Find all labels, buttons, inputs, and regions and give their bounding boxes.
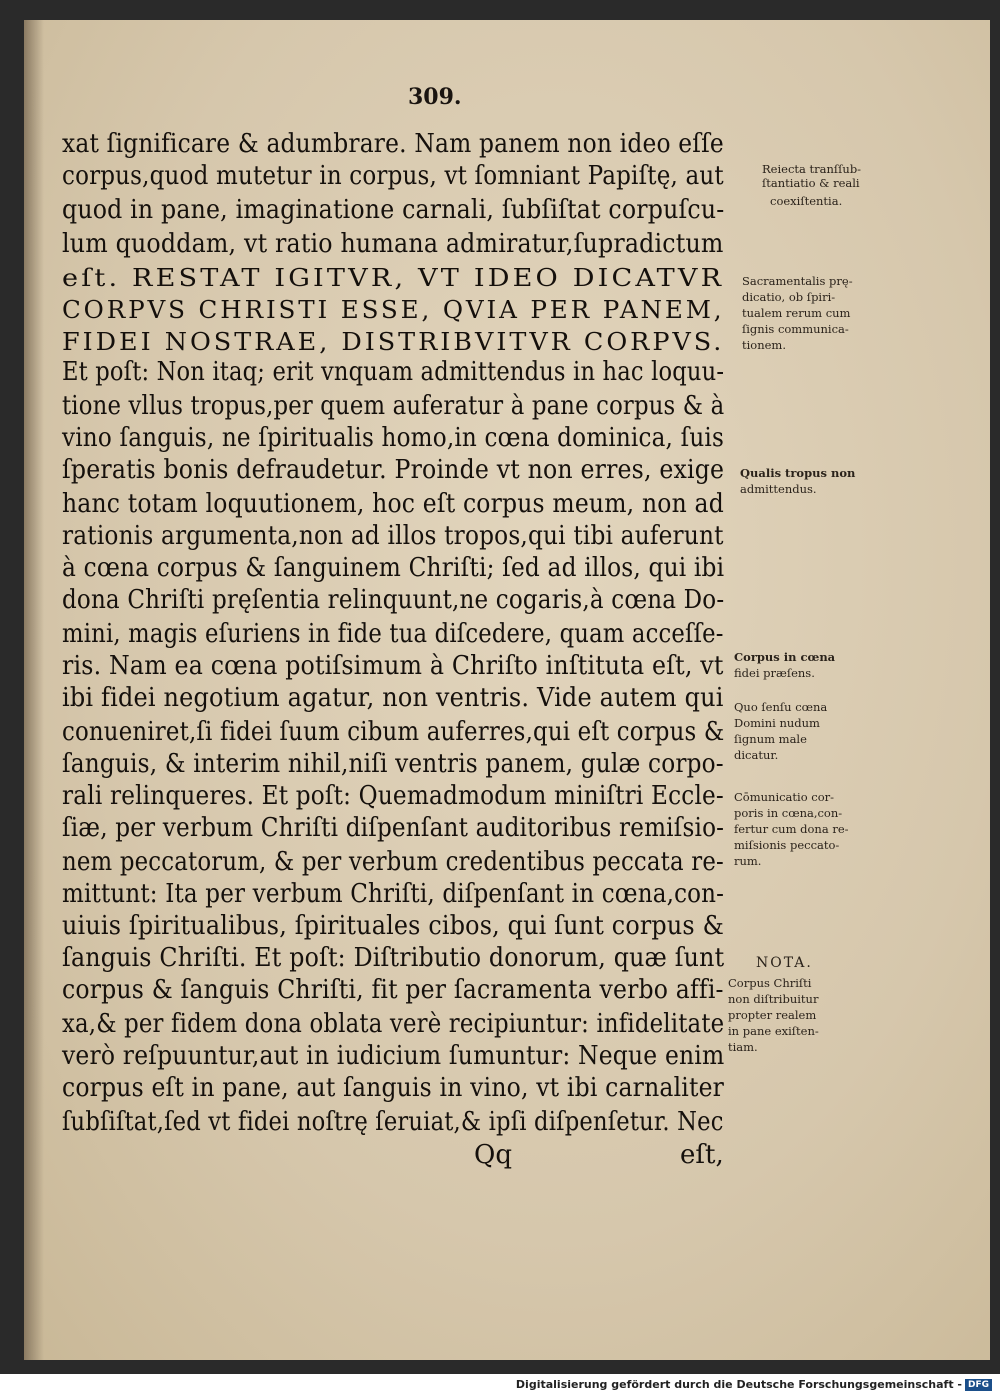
text-line: nem peccatorum, & per verbum credentibus peccata re- [62, 847, 724, 877]
margin-note-line: fidei præſens. [734, 666, 815, 680]
text-line: eſt. RESTAT IGITVR, VT IDEO DICATVR [62, 264, 725, 292]
signature-mark: Qq [474, 1140, 512, 1170]
text-line: mittunt: Ita per verbum Chriſti, diſpenſant in cœna,con- [62, 879, 725, 909]
text-line: rationis argumenta,non ad illos tropos,qui tibi auferunt [62, 521, 724, 551]
margin-note-line: tiam. [728, 1040, 758, 1054]
text-line: hanc totam loquutionem, hoc eſt corpus meum, non ad [62, 489, 724, 519]
margin-note-line: dicatio, ob ſpiri- [742, 290, 836, 304]
text-line: dona Chriſti pręſentia relinquunt,ne cogaris,à cœna Do- [62, 585, 725, 615]
text-line: ibi fidei negotium agatur, non ventris. Vide autem qui [62, 683, 724, 713]
text-line: tione vllus tropus,per quem auferatur à pane corpus & à [62, 391, 725, 421]
dfg-logo: DFG [965, 1379, 992, 1391]
text-line: ſubſiſtat,ſed vt fidei noſtrę ſeruiat,& ipſi diſpenſetur. Nec [62, 1107, 724, 1137]
text-line: rali relinqueres. Et poſt: Quemadmodum miniſtri Eccle- [62, 781, 724, 811]
credit-text: Digitalisierung gefördert durch die Deutsche Forschungsgemeinschaft - [515, 1378, 962, 1391]
margin-note-line: Cōmunicatio cor- [734, 790, 835, 804]
page-number: 309. [408, 84, 462, 110]
margin-note-line: tualem rerum cum [742, 306, 851, 320]
margin-note-line: ſtantiatio & reali [762, 176, 860, 190]
text-line: FIDEI NOSTRAE, DISTRIBVITVR CORPVS. [62, 328, 725, 356]
margin-note-line: miſsionis peccato- [734, 838, 840, 852]
text-line: à cœna corpus & ſanguinem Chriſti; ſed ad illos, qui ibi [62, 553, 725, 583]
text-line: lum quoddam, vt ratio humana admiratur,ſupradictum [62, 229, 724, 259]
margin-note-line: non diſtribuitur [728, 992, 819, 1006]
margin-note-line: Sacramentalis prę- [742, 274, 853, 288]
text-line: conueniret,ſi fidei ſuum cibum auferres,qui eſt corpus & [62, 717, 725, 747]
margin-note-line: in pane exiſten- [728, 1024, 819, 1038]
margin-note-line: NOTA. [756, 955, 813, 971]
text-line: corpus eſt in pane, aut ſanguis in vino, vt ibi carnaliter [62, 1073, 725, 1103]
margin-note-line: propter realem [728, 1008, 817, 1022]
margin-note-line: admittendus. [740, 482, 817, 496]
margin-note-line: Reiecta tranſſub- [762, 162, 862, 176]
digitization-credit [516, 1378, 992, 1391]
text-line: xat ſignificare & adumbrare. Nam panem non ideo eſſe [62, 129, 724, 159]
text-line: corpus,quod mutetur in corpus, vt ſomniant Papiſtę, aut [62, 161, 724, 191]
margin-note-line: Corpus in cœna [734, 650, 836, 664]
margin-note-line: rum. [734, 854, 762, 868]
text-line: ſperatis bonis defraudetur. Proinde vt non erres, exige [62, 455, 725, 485]
margin-note-line: ſignis communica- [742, 322, 849, 336]
text-line: Et poſt: Non itaq; erit vnquam admittendus in hac loquu- [62, 357, 725, 387]
margin-note-line: fertur cum dona re- [734, 822, 849, 836]
text-line: ſanguis Chriſti. Et poſt: Diſtributio donorum, quæ ſunt [62, 943, 725, 973]
margin-note-line: poris in cœna,con- [734, 806, 843, 820]
margin-note-line: ſignum male [734, 732, 807, 746]
margin-note-line: Domini nudum [734, 716, 820, 730]
margin-note-line: Corpus Chriſti [728, 976, 812, 990]
text-line: mini, magis eſuriens in fide tua diſcedere, quam acceſſe- [62, 619, 724, 649]
text-line: ſanguis, & interim nihil,niſi ventris panem, gulæ corpo- [62, 749, 724, 779]
text-line: verò reſpuuntur,aut in iudicium ſumuntur: Neque enim [62, 1041, 725, 1071]
margin-note-line: tionem. [742, 338, 786, 352]
text-line: ſiæ, per verbum Chriſti diſpenſant auditoribus remiſsio- [62, 813, 725, 843]
text-line: xa,& per fidem dona oblata verè recipiuntur: infidelitate [62, 1009, 725, 1039]
margin-note-line: Quo ſenſu cœna [734, 700, 828, 714]
text-line: corpus & ſanguis Chriſti, fit per ſacramenta verbo affi- [62, 975, 724, 1005]
catchword: eſt, [680, 1140, 724, 1170]
text-line: vino ſanguis, ne ſpiritualis homo,in cœna dominica, ſuis [62, 423, 724, 453]
text-line: quod in pane, imaginatione carnali, ſubſiſtat corpuſcu- [62, 195, 725, 225]
text-line: CORPVS CHRISTI ESSE, QVIA PER PANEM, [62, 296, 725, 324]
gutter-shadow [24, 20, 44, 1360]
margin-note-line: coexiſtentia. [770, 194, 843, 208]
text-line: ris. Nam ea cœna potiſsimum à Chriſto inſtituta eſt, vt [62, 651, 724, 681]
margin-note-line: dicatur. [734, 748, 779, 762]
text-line: uiuis ſpiritualibus, ſpirituales cibos, qui ſunt corpus & [62, 911, 724, 941]
margin-note-line: Qualis tropus non [740, 466, 856, 480]
